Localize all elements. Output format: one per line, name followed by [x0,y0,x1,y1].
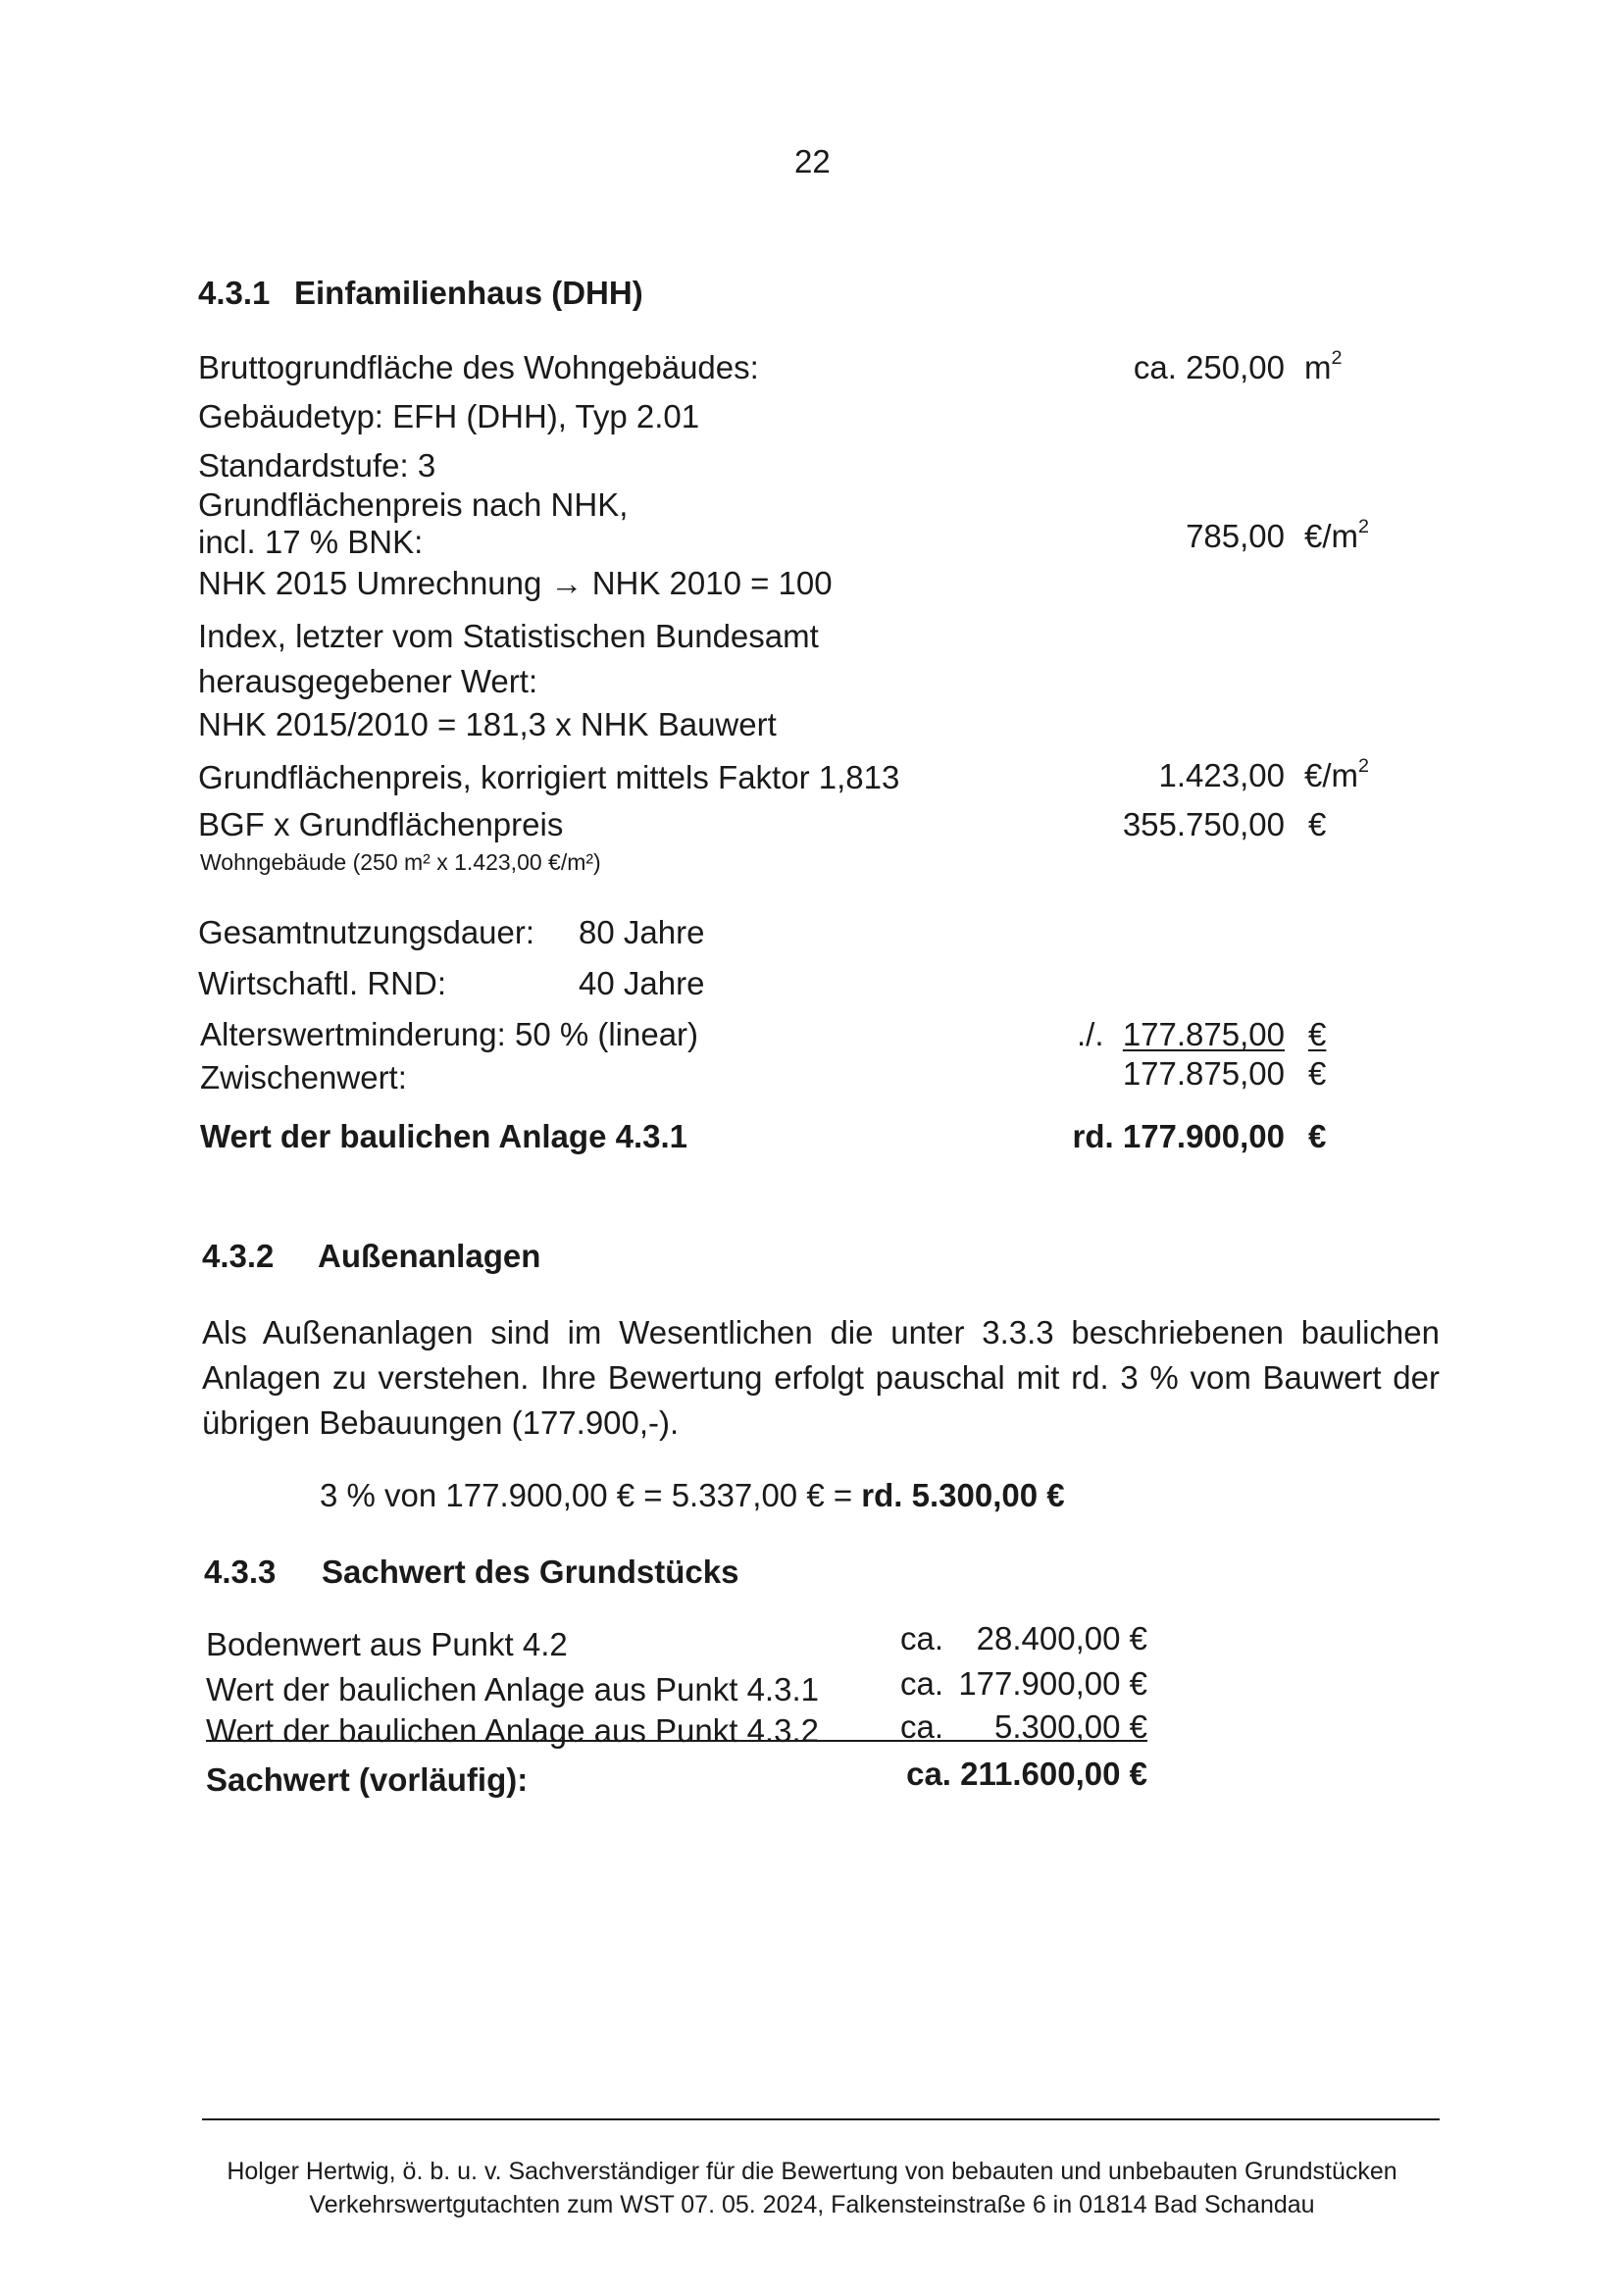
nhk-umrechnung: NHK 2015 Umrechnung → NHK 2010 = 100 [198,565,833,601]
aw-label: Alterswertminderung: 50 % (linear) [200,1016,699,1052]
gnd-label: Gesamtnutzungsdauer: [198,914,535,950]
summary-row-value: 177.900,00 € [958,1665,1147,1702]
page-number: 22 [794,143,831,179]
summary-row-label: Wert der baulichen Anlage aus Punkt 4.3.2 [206,1712,819,1749]
aw-unit: € [1308,1016,1327,1052]
sachwert-value: ca. 211.600,00 € [906,1756,1147,1792]
calc-432-plain: 3 % von 177.900,00 € = 5.337,00 € = [320,1477,853,1513]
gnd-value: 80 Jahre [579,914,705,950]
rnd-label: Wirtschaftl. RND: [198,965,447,1001]
gfp-value: 785,00 [1186,518,1285,554]
para-432-line-1: Als Außenanlagen sind im Wesentlichen die unter 3.3.3 beschriebenen baulichen [202,1314,1440,1350]
para-432-line-3: übrigen Bebauungen (177.900,-). [202,1404,680,1441]
summary-row-ca: ca. [900,1708,944,1745]
calc-432 [320,1477,1065,1514]
korr-label: Grundflächenpreis, korrigiert mittels Faktor 1,813 [198,759,900,795]
summary-row-label: Bodenwert aus Punkt 4.2 [206,1626,568,1662]
gfp-unit: $€/m^2$ [1304,516,1370,554]
summary-row-value: 28.400,00 € [976,1620,1147,1656]
section-433-title: Sachwert des Grundstücks [322,1554,739,1590]
wert-431-unit: € [1308,1118,1327,1154]
wert-431-value: rd. 177.900,00 [1072,1118,1285,1154]
aw-value: 177.875,00 [1122,1016,1285,1052]
footer-rule [202,2118,1440,2120]
bgf-value: ca. 250,00 [1133,349,1285,385]
gfp-label-1: Grundflächenpreis nach NHK, [198,486,629,523]
section-433-number: 4.3.3 [204,1554,277,1590]
summary-row-ca: ca. [900,1665,944,1702]
rnd-value: 40 Jahre [579,965,705,1001]
aw-prefix: ./. [1077,1016,1104,1052]
summary-row-value: 5.300,00 € [994,1708,1147,1745]
bgfxgfp-note: Wohngebäude (250 m² x 1.423,00 €/m²) [200,849,601,875]
summary-row-ca: ca. [900,1620,944,1656]
bgfxgfp-unit: € [1308,806,1327,842]
gebaeudetyp: Gebäudetyp: EFH (DHH), Typ 2.01 [198,398,700,434]
wert-431-label: Wert der baulichen Anlage 4.3.1 [200,1118,687,1154]
korr-unit: $€/m^2$ [1304,755,1370,793]
index-line-3: NHK 2015/2010 = 181,3 x NHK Bauwert [198,706,777,742]
section-431-number: 4.3.1 [198,275,271,311]
standardstufe: Standardstufe: 3 [198,447,436,484]
index-line-2: herausgegebener Wert: [198,663,538,699]
section-432-number: 4.3.2 [202,1238,275,1274]
bgfxgfp-label: BGF x Grundflächenpreis [198,806,564,842]
section-431-title: Einfamilienhaus (DHH) [294,275,643,311]
korr-value: 1.423,00 [1158,757,1285,793]
footer-line-2: Verkehrswertgutachten zum WST 07. 05. 2024, Falkensteinstraße 6 in 01814 Bad Schandau [309,2191,1315,2218]
sachwert-label: Sachwert (vorläufig): [206,1761,529,1798]
zw-label: Zwischenwert: [200,1059,407,1096]
gfp-label-2: incl. 17 % BNK: [198,524,424,560]
index-line-1: Index, letzter vom Statistischen Bundesamt [198,618,819,654]
footer-line-1: Holger Hertwig, ö. b. u. v. Sachverständiger für die Bewertung von bebauten und unbebauten Grundstücken [227,2158,1397,2185]
section-432-title: Außenanlagen [318,1238,541,1274]
zw-unit: € [1308,1055,1327,1092]
bgfxgfp-value: 355.750,00 [1122,806,1285,842]
bgf-label: Bruttogrundfläche des Wohngebäudes: [198,349,759,385]
zw-value: 177.875,00 [1122,1055,1285,1092]
calc-432-result: rd. 5.300,00 € [861,1477,1065,1513]
summary-row-label: Wert der baulichen Anlage aus Punkt 4.3.1 [206,1671,819,1707]
summary-rule [206,1740,1147,1742]
bgf-unit: $m^2$ [1304,347,1343,385]
para-432-line-2: Anlagen zu verstehen. Ihre Bewertung erfolgt pauschal mit rd. 3 % vom Bauwert der [202,1359,1440,1396]
